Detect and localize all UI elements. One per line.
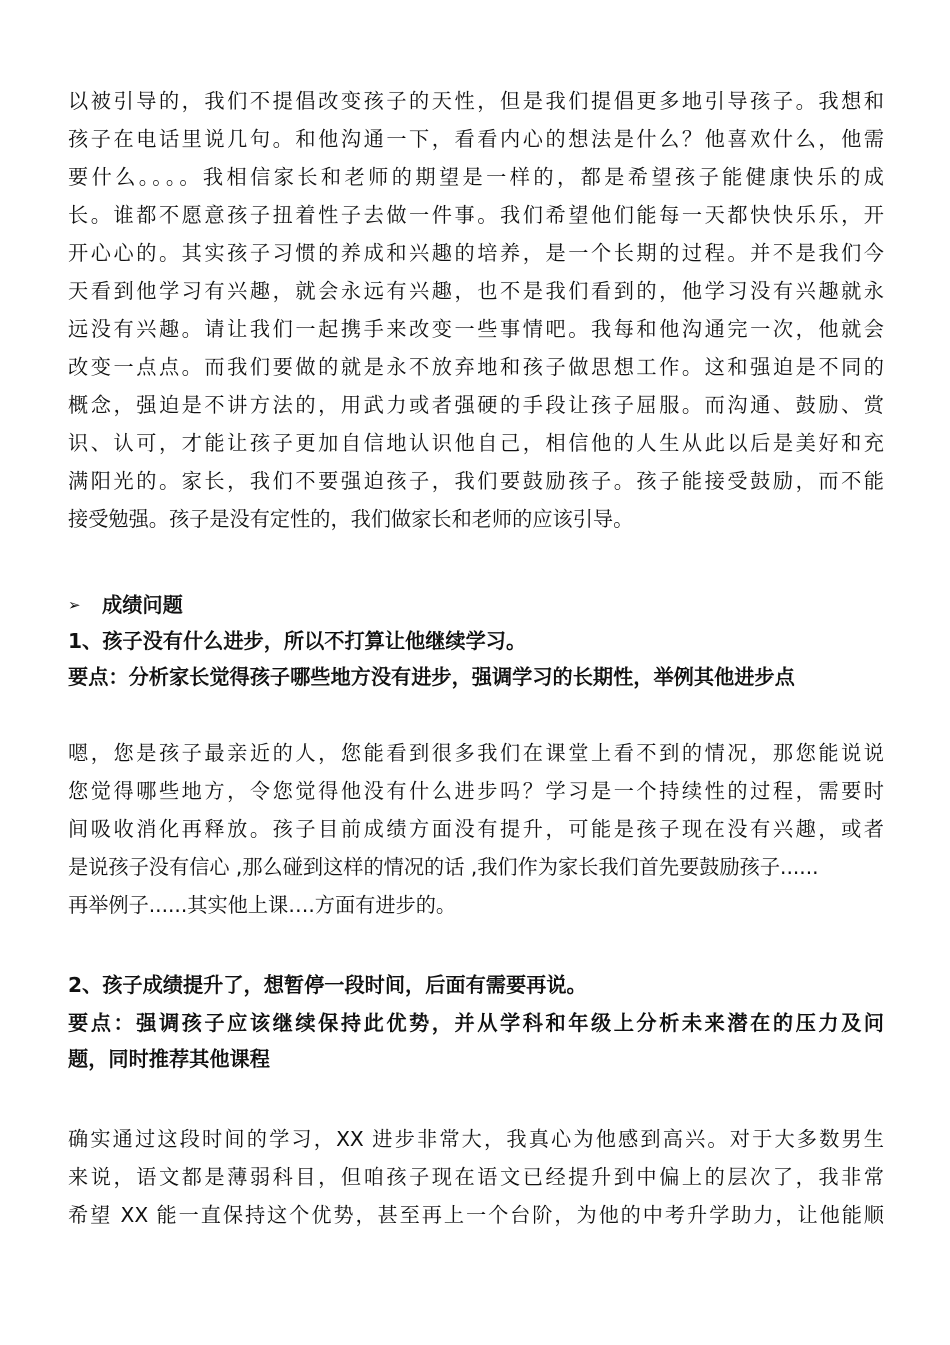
key-point: 要点：强调孩子应该继续保持此优势，并从学科和年级上分析未来潜在的压力及问 — [68, 1011, 884, 1035]
paragraph-line: 接受勉强。孩子是没有定性的，我们做家长和老师的应该引导。 — [68, 507, 634, 531]
paragraph-intro — [68, 86, 890, 546]
paragraph-line: 天看到他学习有兴趣，就会永远有兴趣，也不是我们看到的，他学习没有兴趣就永 — [68, 279, 884, 303]
paragraph-line: 开心心的。其实孩子习惯的养成和兴趣的培养，是一个长期的过程。并不是我们今 — [68, 241, 884, 265]
section-title: 成绩问题 — [102, 593, 183, 617]
question-title: 1、孩子没有什么进步，所以不打算让他继续学习。 — [68, 629, 527, 653]
answer-line: 间吸收消化再释放。孩子目前成绩方面没有提升，可能是孩子现在没有兴趣，或者 — [68, 817, 884, 841]
answer-line: 希望 XX 能一直保持这个优势，甚至再上一个台阶，为他的中考升学助力，让他能顺 — [68, 1203, 884, 1227]
question-2 — [68, 970, 890, 1227]
paragraph-line: 远没有兴趣。请让我们一起携手来改变一些事情吧。我每和他沟通完一次，他就会 — [68, 317, 884, 341]
section-heading — [68, 590, 890, 620]
key-point: 题，同时推荐其他课程 — [68, 1047, 270, 1071]
answer-line: 是说孩子没有信心 ,那么碰到这样的情况的话 ,我们作为家长我们首先要鼓励孩子...... — [68, 855, 819, 879]
question-title: 2、孩子成绩提升了，想暂停一段时间，后面有需要再说。 — [68, 973, 587, 997]
answer-line: 嗯，您是孩子最亲近的人，您能看到很多我们在课堂上看不到的情况，那您能说说 — [68, 741, 884, 765]
arrow-bullet-icon: ➢ — [68, 596, 81, 614]
answer-line: 再举例子......其实他上课….方面有进步的。 — [68, 893, 457, 917]
question-1 — [68, 626, 890, 926]
paragraph-line: 长。谁都不愿意孩子扭着性子去做一件事。我们希望他们能每一天都快快乐乐，开 — [68, 203, 884, 227]
paragraph-line: 满阳光的。家长，我们不要强迫孩子，我们要鼓励孩子。孩子能接受鼓励，而不能 — [68, 469, 884, 493]
paragraph-line: 要什么。。。。我相信家长和老师的期望是一样的，都是希望孩子能健康快乐的成 — [68, 165, 884, 189]
paragraph-line: 孩子在电话里说几句。和他沟通一下，看看内心的想法是什么？他喜欢什么，他需 — [68, 127, 884, 151]
answer-line: 来说，语文都是薄弱科目，但咱孩子现在语文已经提升到中偏上的层次了，我非常 — [68, 1165, 884, 1189]
answer-line: 确实通过这段时间的学习，XX 进步非常大，我真心为他感到高兴。对于大多数男生 — [68, 1127, 884, 1151]
paragraph-line: 概念，强迫是不讲方法的，用武力或者强硬的手段让孩子屈服。而沟通、鼓励、赏 — [68, 393, 884, 417]
paragraph-line: 识、认可，才能让孩子更加自信地认识他自己，相信他的人生从此以后是美好和充 — [68, 431, 884, 455]
key-point: 要点：分析家长觉得孩子哪些地方没有进步，强调学习的长期性，举例其他进步点 — [68, 665, 795, 689]
answer-line: 您觉得哪些地方，令您觉得他没有什么进步吗？学习是一个持续性的过程，需要时 — [68, 779, 884, 803]
paragraph-line: 改变一点点。而我们要做的就是永不放弃地和孩子做思想工作。这和强迫是不同的 — [68, 355, 884, 379]
paragraph-line: 以被引导的，我们不提倡改变孩子的天性，但是我们提倡更多地引导孩子。我想和 — [68, 89, 884, 113]
